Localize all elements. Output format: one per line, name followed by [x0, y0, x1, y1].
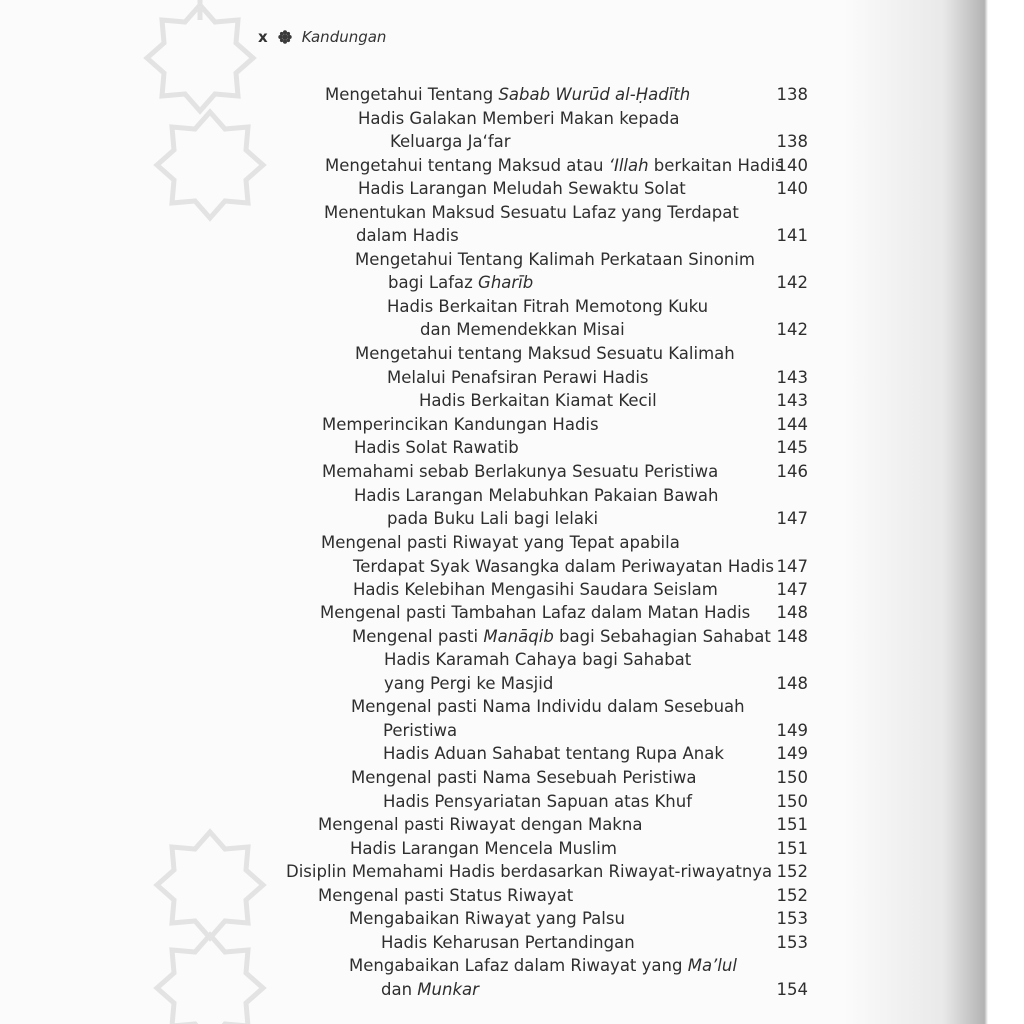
- toc-page-number: 149: [776, 744, 808, 763]
- toc-text-segment: Mengetahui Tentang Kalimah Perkataan Sinonim: [355, 250, 755, 269]
- toc-text-segment: Hadis Berkaitan Kiamat Kecil: [419, 391, 657, 410]
- toc-entry-title-line: [349, 907, 625, 930]
- toc-page-number: 138: [776, 132, 808, 151]
- toc-text-segment: Hadis Larangan Mencela Muslim: [350, 839, 617, 858]
- toc-text-segment: Hadis Pensyariatan Sapuan atas Khuf: [383, 792, 693, 811]
- toc-text-segment: Mengenal pasti Riwayat dengan Makna: [318, 815, 643, 834]
- toc-text-segment: bagi Sebahagian Sahabat: [553, 627, 771, 646]
- toc-entry-title-line: [419, 389, 657, 412]
- toc-entry-title-line: [358, 177, 686, 200]
- toc-page-number: 143: [776, 391, 808, 410]
- toc-entry-title-line: [324, 201, 739, 224]
- toc-page-number: 154: [776, 980, 808, 999]
- toc-entry-title-line: [383, 719, 457, 742]
- toc-text-segment: Disiplin Memahami Hadis berdasarkan Riwayat-riwayatnya: [286, 862, 773, 881]
- toc-entry-title-line: [349, 954, 737, 977]
- toc-text-segment: Mengabaikan Riwayat yang Palsu: [349, 909, 625, 928]
- toc-entry-title-line: [354, 484, 719, 507]
- toc-entry-title-line: [351, 766, 697, 789]
- toc-page-number: 153: [776, 909, 808, 928]
- toc-entry-title-line: [353, 578, 718, 601]
- toc-italic-term: Ma’lul: [687, 956, 737, 975]
- toc-entry-title-line: [388, 271, 533, 294]
- toc-text-segment: Mengenal pasti Riwayat yang Tepat apabila: [321, 533, 680, 552]
- running-header: [258, 27, 386, 47]
- toc-italic-term: Munkar: [417, 980, 479, 999]
- toc-page-number: 148: [776, 674, 808, 693]
- toc-italic-term: Manāqib: [483, 627, 554, 646]
- toc-text-segment: dalam Hadis: [356, 226, 459, 245]
- toc-entry-title-line: [350, 837, 617, 860]
- toc-entry-title-line: [387, 366, 649, 389]
- toc-page-number: 142: [776, 320, 808, 339]
- toc-text-segment: Mengetahui tentang Maksud atau: [325, 156, 609, 175]
- toc-text-segment: Melalui Penafsiran Perawi Hadis: [387, 368, 649, 387]
- toc-text-segment: Mengenal pasti: [352, 627, 484, 646]
- toc-entry-title-line: [356, 224, 459, 247]
- toc-text-segment: Hadis Larangan Meludah Sewaktu Solat: [358, 179, 686, 198]
- toc-page-number: 142: [776, 273, 808, 292]
- toc-text-segment: berkaitan Hadis: [648, 156, 784, 175]
- toc-entry-title-line: [383, 790, 692, 813]
- toc-page-number: 149: [776, 721, 808, 740]
- toc-page-number: 147: [776, 557, 808, 576]
- toc-entry-title-line: [354, 436, 519, 459]
- toc-page-number: 147: [776, 509, 808, 528]
- toc-entry-title-line: [384, 672, 553, 695]
- page-number: x: [258, 28, 268, 46]
- toc-text-segment: Hadis Aduan Sahabat tentang Rupa Anak: [383, 744, 724, 763]
- toc-entry-title-line: [390, 130, 511, 153]
- toc-entry-title-line: [355, 248, 755, 271]
- toc-entry-title-line: [325, 154, 784, 177]
- toc-text-segment: Mengenal pasti Nama Sesebuah Peristiwa: [351, 768, 697, 787]
- page-gutter-shadow: [844, 0, 1024, 1024]
- toc-text-segment: Mengenal pasti Nama Individu dalam Sesebuah: [351, 697, 745, 716]
- toc-text-segment: Hadis Berkaitan Fitrah Memotong Kuku: [387, 297, 709, 316]
- toc-text-segment: pada Buku Lali bagi lelaki: [387, 509, 599, 528]
- toc-text-segment: Hadis Solat Rawatib: [354, 438, 519, 457]
- toc-page-number: 151: [776, 815, 808, 834]
- toc-page-number: 148: [776, 603, 808, 622]
- toc-text-segment: Mengabaikan Lafaz dalam Riwayat yang: [349, 956, 688, 975]
- toc-entry-title-line: [318, 884, 573, 907]
- toc-entry-title-line: [355, 342, 735, 365]
- toc-page-number: 138: [776, 85, 808, 104]
- toc-italic-term: Sabab Wurūd al-Ḥadīth: [498, 85, 691, 104]
- toc-entry-title-line: [352, 625, 771, 648]
- toc-text-segment: Peristiwa: [383, 721, 458, 740]
- toc-page-number: 152: [776, 862, 808, 881]
- toc-page-number: 141: [776, 226, 808, 245]
- toc-text-segment: yang Pergi ke Masjid: [384, 674, 554, 693]
- toc-text-segment: Hadis Karamah Cahaya bagi Sahabat: [384, 650, 692, 669]
- toc-text-segment: Hadis Kelebihan Mengasihi Saudara Seislam: [353, 580, 718, 599]
- toc-text-segment: Hadis Larangan Melabuhkan Pakaian Bawah: [354, 486, 719, 505]
- toc-entry-title-line: [351, 695, 745, 718]
- toc-entry-title-line: [387, 507, 598, 530]
- toc-page-number: 146: [776, 462, 808, 481]
- toc-entry-title-line: [320, 601, 750, 624]
- toc-entry-title-line: [321, 531, 680, 554]
- toc-entry-title-line: [383, 742, 724, 765]
- toc-text-segment: Mengenal pasti Tambahan Lafaz dalam Matan Hadis: [320, 603, 751, 622]
- toc-text-segment: Memahami sebab Berlakunya Sesuatu Peristiwa: [322, 462, 719, 481]
- toc-page-number: 147: [776, 580, 808, 599]
- toc-entry-title-line: [322, 460, 718, 483]
- toc-entry-title-line: [384, 648, 691, 671]
- section-title: Kandungan: [301, 28, 387, 46]
- toc-text-segment: Terdapat Syak Wasangka dalam Periwayatan Hadis: [353, 557, 774, 576]
- toc-page-number: 148: [776, 627, 808, 646]
- toc-italic-term: ‘Illah: [608, 156, 649, 175]
- toc-entry-title-line: [358, 107, 680, 130]
- toc-italic-term: Gharīb: [478, 273, 534, 292]
- toc-text-segment: Mengetahui Tentang: [325, 85, 499, 104]
- toc-page-number: 150: [776, 792, 808, 811]
- toc-text-segment: dan Memendekkan Misai: [420, 320, 625, 339]
- toc-text-segment: Mengenal pasti Status Riwayat: [318, 886, 574, 905]
- toc-entry-title-line: [381, 978, 479, 1001]
- toc-page-number: 143: [776, 368, 808, 387]
- toc-text-segment: Keluarga Ja‘far: [390, 132, 511, 151]
- toc-page-number: 140: [776, 179, 808, 198]
- toc-text-segment: Hadis Galakan Memberi Makan kepada: [358, 109, 680, 128]
- toc-page-number: 150: [776, 768, 808, 787]
- toc-page-number: 145: [776, 438, 808, 457]
- toc-text-segment: Memperincikan Kandungan Hadis: [322, 415, 599, 434]
- toc-page-number: 152: [776, 886, 808, 905]
- toc-entry-title-line: [420, 318, 625, 341]
- toc-text-segment: Menentukan Maksud Sesuatu Lafaz yang Terdapat: [324, 203, 739, 222]
- toc-page-number: 144: [776, 415, 808, 434]
- toc-entry-title-line: [325, 83, 690, 106]
- toc-entry-title-line: [387, 295, 708, 318]
- toc-entry-title-line: [286, 860, 772, 883]
- toc-page-number: 151: [776, 839, 808, 858]
- toc-text-segment: Hadis Keharusan Pertandingan: [381, 933, 635, 952]
- toc-page-number: 140: [776, 156, 808, 175]
- toc-entry-title-line: [322, 413, 599, 436]
- toc-text-segment: dan: [381, 980, 418, 999]
- toc-text-segment: Mengetahui tentang Maksud Sesuatu Kalimah: [355, 344, 735, 363]
- flower-ornament-icon: [278, 30, 292, 44]
- toc-page-number: 153: [776, 933, 808, 952]
- toc-text-segment: bagi Lafaz: [388, 273, 479, 292]
- toc-entry-title-line: [353, 555, 774, 578]
- toc-entry-title-line: [381, 931, 635, 954]
- toc-entry-title-line: [318, 813, 642, 836]
- islamic-star-ornament-icon: [0, 0, 300, 1024]
